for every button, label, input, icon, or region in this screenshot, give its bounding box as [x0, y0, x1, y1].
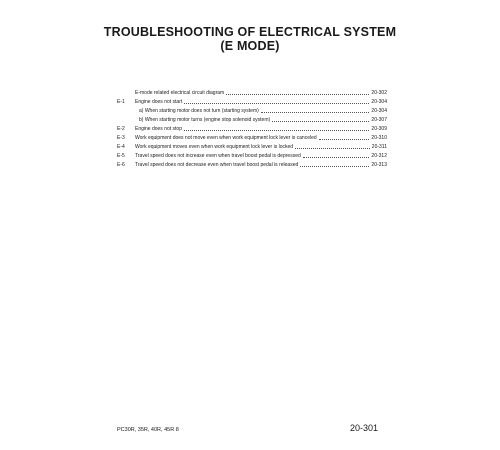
- toc-page: 20-312: [371, 153, 387, 159]
- toc-page: 20-310: [371, 135, 387, 141]
- toc-row-e1b[interactable]: [117, 114, 387, 123]
- toc-text: b) When starting motor turns (engine stop solenoid system): [139, 117, 271, 123]
- toc-row-circuit-diagram[interactable]: [117, 87, 387, 96]
- toc-row-e1a[interactable]: [117, 105, 387, 114]
- toc-page: 20-302: [371, 90, 387, 96]
- toc-row-e1[interactable]: [117, 96, 387, 105]
- toc-page: 20-313: [371, 162, 387, 168]
- toc-row-e3[interactable]: [117, 132, 387, 141]
- toc-code: E-3: [117, 135, 125, 141]
- toc-leader: [261, 112, 370, 113]
- toc-leader: [272, 121, 369, 122]
- toc-page: 20-304: [371, 108, 387, 114]
- footer-page-number: 20-301: [350, 423, 379, 433]
- toc-code: E-4: [117, 144, 125, 150]
- toc-row-e4[interactable]: [117, 141, 387, 150]
- toc-code: E-6: [117, 162, 125, 168]
- toc-text: Engine does not stop: [135, 126, 182, 132]
- footer-model-numbers: PC30R, 35R, 40R, 45R 8: [117, 427, 179, 433]
- toc-text: Work equipment moves even when work equipment lock lever is locked: [135, 144, 294, 150]
- toc-text: E-mode related electrical circuit diagram: [135, 90, 225, 96]
- toc-page: 20-304: [371, 99, 387, 105]
- page-subtitle: (E MODE): [220, 39, 280, 53]
- toc-leader: [184, 130, 369, 131]
- toc-text: a) When starting motor does not turn (starting system): [139, 108, 259, 114]
- toc-leader: [319, 139, 370, 140]
- toc-text: Engine does not start: [135, 99, 183, 105]
- toc-code: E-2: [117, 126, 125, 132]
- page-title: TROUBLESHOOTING OF ELECTRICAL SYSTEM: [103, 25, 397, 39]
- toc-row-e6[interactable]: [117, 159, 387, 168]
- toc-leader: [303, 157, 370, 158]
- toc-page: 20-311: [371, 144, 387, 150]
- toc-leader: [226, 94, 369, 95]
- toc-row-e5[interactable]: [117, 150, 387, 159]
- toc-page: 20-309: [371, 126, 387, 132]
- toc-text: Work equipment does not move even when work equipment lock lever is canceled: [135, 135, 317, 141]
- toc-leader: [295, 148, 370, 149]
- toc-leader: [184, 103, 369, 104]
- toc-text: Travel speed does not increase even when travel boost pedal is depressed: [135, 153, 301, 159]
- toc-code: E-1: [117, 99, 125, 105]
- toc-code: E-5: [117, 153, 125, 159]
- toc-page: 20-307: [371, 117, 387, 123]
- toc-leader: [300, 166, 369, 167]
- toc-text: Travel speed does not decrease even when travel boost pedal is released: [135, 162, 299, 168]
- toc-row-e2[interactable]: [117, 123, 387, 132]
